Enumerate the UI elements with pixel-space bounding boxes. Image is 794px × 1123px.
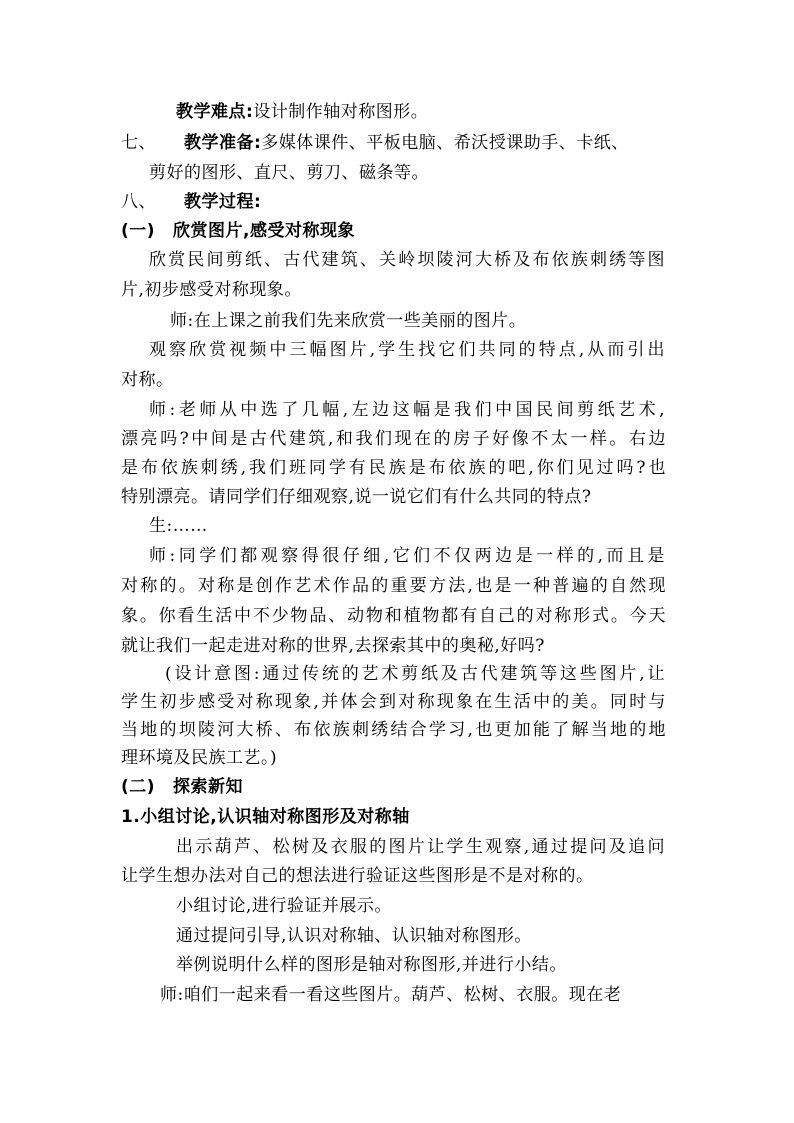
part1-p3-line1: 观察欣赏视频中三幅图片,学生找它们共同的特点,从而引出 [149, 340, 665, 360]
part2-q4: 举例说明什么样的图形是轴对称图形,并进行小结。 [176, 955, 567, 975]
part1-p1-line1: 欣赏民间剪纸、古代建筑、关岭坝陵河大桥及布依族刺绣等图 [149, 250, 665, 270]
part1-p4-line1: 师:老师从中选了几幅,左边这幅是我们中国民间剪纸艺术, [149, 400, 665, 420]
process-line [121, 191, 261, 213]
part1-p6-line1: 师:同学们都观察得很仔细,它们不仅两边是一样的,而且是 [149, 546, 665, 566]
process-label: 教学过程: [184, 192, 262, 212]
part1-p7-line3: 当地的坝陵河大桥、布依族刺绣结合学习,也更加能了解当地的地 [121, 720, 666, 740]
difficulty-line [176, 101, 428, 123]
part1-p7-line2: 学生初步感受对称现象,并体会到对称现象在生活中的美。同时与 [121, 692, 666, 712]
part2-q1-line1: 出示葫芦、松树及衣服的图片让学生观察,通过提问及追问 [176, 837, 665, 857]
part1-p4-line2: 漂亮吗?中间是古代建筑,和我们现在的房子好像不太一样。右边 [121, 429, 666, 449]
part1-p7-line4: 理环境及民族工艺。) [121, 748, 278, 768]
part1-p6-line4: 就让我们一起走进对称的世界,去探索其中的奥秘,好吗? [121, 636, 545, 656]
part1-p1-line2: 片,初步感受对称现象。 [121, 280, 302, 300]
part1-heading-text: 欣赏图片,感受对称现象 [173, 221, 356, 241]
part2-heading [121, 776, 243, 798]
part2-subheading-1: 1.小组讨论,认识轴对称图形及对称轴 [121, 807, 410, 827]
part1-p7-line1: (设计意图:通过传统的艺术剪纸及古代建筑等这些图片,让 [165, 664, 665, 684]
part1-p4-line3: 是布依族刺绣,我们班同学有民族是布依族的吧,你们见过吗?也 [121, 458, 666, 478]
part2-heading-text: 探索新知 [173, 777, 244, 797]
part1-p6-line3: 象。你看生活中不少物品、动物和植物都有自己的对称形式。今天 [121, 606, 666, 626]
preparation-text-2: 剪好的图形、直尺、剪刀、磁条等。 [149, 163, 429, 183]
part2-q3: 通过提问引导,认识对称轴、认识轴对称图形。 [176, 926, 532, 946]
part1-p5: 生:…… [149, 516, 208, 536]
part2-q1-line2: 让学生想办法对自己的想法进行验证这些图形是不是对称的。 [121, 866, 594, 886]
preparation-label: 教学准备: [184, 133, 262, 153]
part1-p6-line2: 对称的。对称是创作艺术作品的重要方法,也是一种普遍的自然现 [121, 576, 666, 596]
part2-q5: 师:咱们一起来看一看这些图片。葫芦、松树、衣服。现在老 [160, 985, 622, 1005]
part1-heading [121, 220, 355, 242]
part1-p3-line2: 对称。 [121, 370, 174, 390]
difficulty-text: 设计制作轴对称图形。 [253, 102, 429, 122]
part1-p4-line4: 特别漂亮。请同学们仔细观察,说一说它们有什么共同的特点? [121, 487, 592, 507]
process-number: 八、 [121, 192, 156, 212]
preparation-number: 七、 [121, 133, 156, 153]
preparation-line-2 [149, 162, 429, 184]
part2-q2: 小组讨论,进行验证并展示。 [176, 896, 392, 916]
part2-heading-number: (二) [121, 777, 156, 797]
part1-heading-number: (一) [121, 221, 156, 241]
part1-p2: 师:在上课之前我们先来欣赏一些美丽的图片。 [170, 311, 527, 331]
difficulty-label: 教学难点: [176, 102, 254, 122]
preparation-text-1: 多媒体课件、平板电脑、希沃授课助手、卡纸、 [261, 133, 629, 153]
preparation-line-1 [121, 132, 629, 154]
